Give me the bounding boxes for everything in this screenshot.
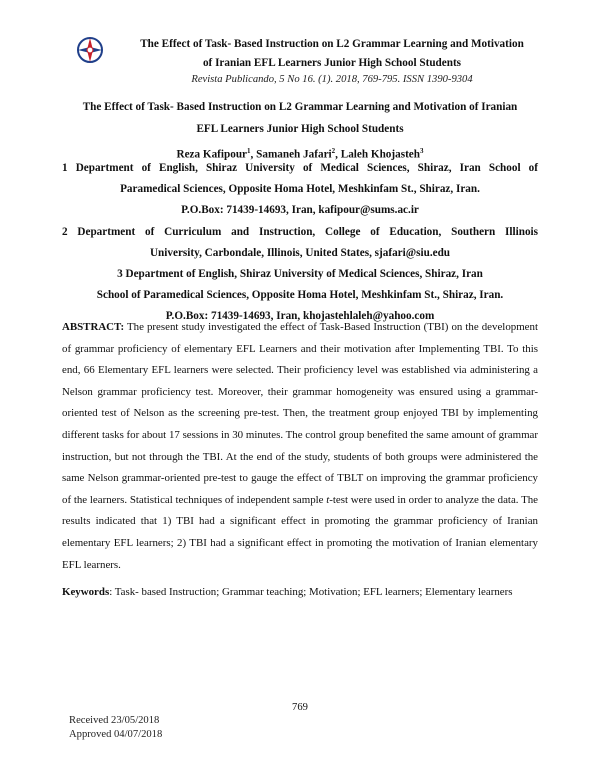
affiliation-line: University, Carbondale, Illinois, United States, sjafari@siu.edu <box>149 246 451 259</box>
keywords-label: Keywords <box>62 586 110 598</box>
abstract-italic-t: t <box>326 493 330 506</box>
running-header-line-2: of Iranian EFL Learners Junior High School Students <box>202 57 462 69</box>
affiliation-line: P.O.Box: 71439-14693, Iran, khojastehlaleh@yahoo.com <box>165 310 435 323</box>
abstract-text-end: -test were used in order to analyze the data. The results indicated that 1) TBI had a significant effect in promoting the grammar proficiency of Iranian elementary EFL learners; 2) TBI had a significant effect in promoting the motivation of Iranian elementary EFL learners. <box>62 493 538 571</box>
article-title-line-1: The Effect of Task- Based Instruction on L2 Grammar Learning and Motivation of Iranian <box>82 101 518 113</box>
keywords <box>62 582 538 604</box>
author-separator: , <box>335 148 341 161</box>
affiliation-line: 3 Department of English, Shiraz University of Medical Sciences, Shiraz, Iran <box>117 268 483 281</box>
page-number: 769 <box>292 702 308 713</box>
running-header-line-1: The Effect of Task- Based Instruction on L2 Grammar Learning and Motivation <box>140 38 524 50</box>
author-affiliation-mark: 1 <box>247 147 251 155</box>
affiliations <box>62 158 538 328</box>
abstract <box>62 317 538 576</box>
received-date: Received 23/05/2018 <box>69 715 160 726</box>
affiliation-line: P.O.Box: 71439-14693, Iran, kafipour@sums.ac.ir <box>181 204 419 217</box>
author-name: Samaneh Jafari <box>256 148 332 161</box>
affiliation-line: School of Paramedical Sciences, Opposite Homa Hotel, Meshkinfam St., Shiraz, Iran. <box>96 289 504 302</box>
author-name: Reza Kafipour <box>176 148 248 161</box>
journal-citation: Revista Publicando, 5 No 16. (1). 2018, 769-795. ISSN 1390-9304 <box>191 74 473 85</box>
author-separator: , <box>250 148 257 161</box>
abstract-text: The present study investigated the effect of Task-Based Instruction (TBI) on the development of grammar proficiency of elementary EFL Learners and their motivation after Implementing TBI. To this end, 66 Elementary EFL learners were selected. Their proficiency level was established via administering a Nelson grammar proficiency test. Moreover, their grammar homogeneity was ensured using a grammar-oriented test of Nelson as the screening pre-test. Then, the treatment group enjoyed TBI by implementing different tasks for about 17 sessions in 30 minutes. The control group benefited the same amount of grammar instruction, but not through the TBI. At the end of the study, students of both groups were administered the same Nelson grammar-oriented pre-test to gauge the effect of TBLT on improving the grammar proficiency of the learners. Statistical techniques of independent sample <box>62 321 538 506</box>
keywords-text: : Task- based Instruction; Grammar teaching; Motivation; EFL learners; Elementary learners <box>109 586 513 598</box>
article-title <box>62 96 538 140</box>
author-affiliation-mark: 3 <box>420 147 424 155</box>
affiliation-line: Paramedical Sciences, Opposite Homa Hotel, Meshkinfam St., Shiraz, Iran. <box>120 183 480 196</box>
affiliation-line: 1 Department of English, Shiraz University of Medical Sciences, Shiraz, Iran School of <box>62 162 538 174</box>
author-name: Laleh Khojasteh <box>340 148 420 161</box>
author-affiliation-mark: 2 <box>331 147 336 155</box>
approved-date: Approved 04/07/2018 <box>69 729 163 740</box>
running-header-title <box>112 35 552 73</box>
affiliation-line: 2 Department of Curriculum and Instruction, College of Education, Southern Illinois <box>62 225 538 238</box>
journal-logo-icon <box>76 36 104 64</box>
article-title-line-2: EFL Learners Junior High School Students <box>196 123 404 135</box>
abstract-label: ABSTRACT: <box>62 321 125 333</box>
submission-dates <box>69 714 162 742</box>
